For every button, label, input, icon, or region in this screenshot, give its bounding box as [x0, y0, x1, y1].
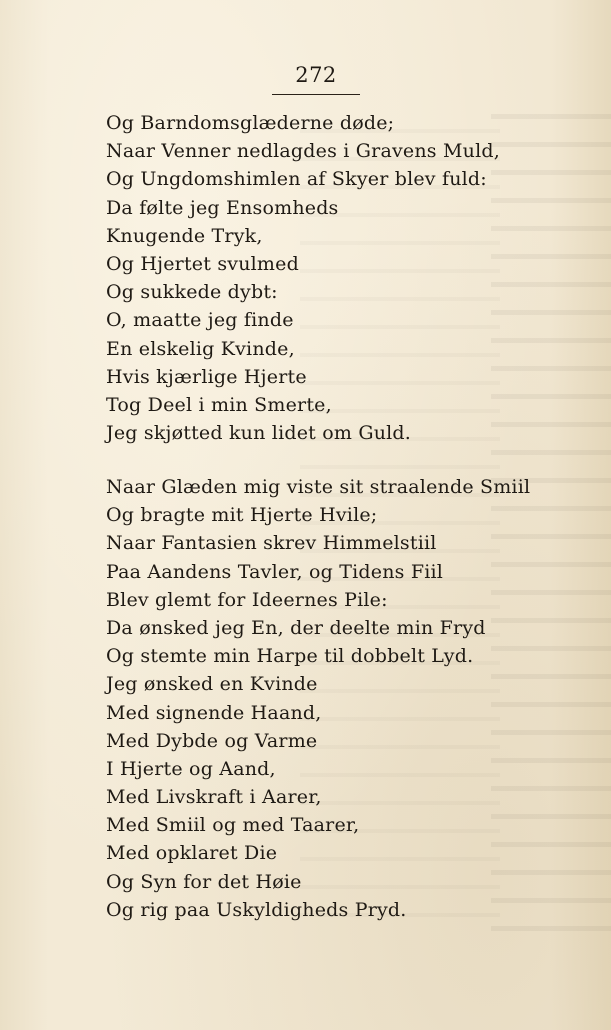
verse-line: Naar Fantasien skrev Himmelstiil: [106, 532, 437, 555]
verse-line: Jeg ønsked en Kvinde: [106, 673, 318, 696]
verse-line: Naar Glæden mig viste sit straalende Smiil: [106, 476, 531, 498]
verse-line: Med Smiil og med Taarer,: [106, 814, 360, 837]
verse-line: Og Hjertet svulmed: [106, 252, 299, 275]
verse-line: Paa Aandens Tavler, og Tidens Fiil: [106, 560, 444, 583]
verse-line: Knugende Tryk,: [106, 224, 263, 247]
verse-line: Med Livskraft i Aarer,: [106, 786, 322, 809]
verse-line: Og Syn for det Høie: [106, 870, 302, 893]
verse-line: I Hjerte og Aand,: [106, 757, 276, 780]
verse-line: Og sukkede dybt:: [106, 281, 278, 304]
verse-line: Da ønsked jeg En, der deelte min Fryd: [106, 616, 486, 639]
verse-line: Naar Venner nedlagdes i Gravens Muld,: [106, 140, 500, 163]
verse-line: Jeg skjøtted kun lidet om Guld.: [106, 422, 412, 445]
verse-line: Og bragte mit Hjerte Hvile;: [106, 504, 378, 527]
page-number: 272: [295, 63, 337, 87]
verse-line: Med signende Haand,: [106, 701, 322, 724]
verse-line: Og rig paa Uskyldigheds Pryd.: [106, 898, 407, 921]
verse-line: Med opklaret Die: [106, 842, 278, 865]
verse-line: En elskelig Kvinde,: [106, 337, 295, 360]
stanza-1: [106, 109, 500, 447]
verse-line: Og stemte min Harpe til dobbelt Lyd.: [106, 645, 474, 668]
verse-line: Og Barndomsglæderne døde;: [106, 112, 395, 134]
verse-line: Da følte jeg Ensomheds: [106, 196, 339, 219]
verse-line: Tog Deel i min Smerte,: [106, 393, 332, 416]
verse-line: Hvis kjærlige Hjerte: [106, 365, 307, 388]
stanza-2: [106, 473, 530, 924]
verse-line: Med Dybde og Varme: [106, 729, 318, 752]
verse-line: Blev glemt for Ideernes Pile:: [106, 588, 388, 611]
verse-line: Og Ungdomshimlen af Skyer blev fuld:: [106, 168, 487, 191]
verse-line: O, maatte jeg finde: [106, 309, 294, 332]
header-rule: [272, 94, 360, 95]
